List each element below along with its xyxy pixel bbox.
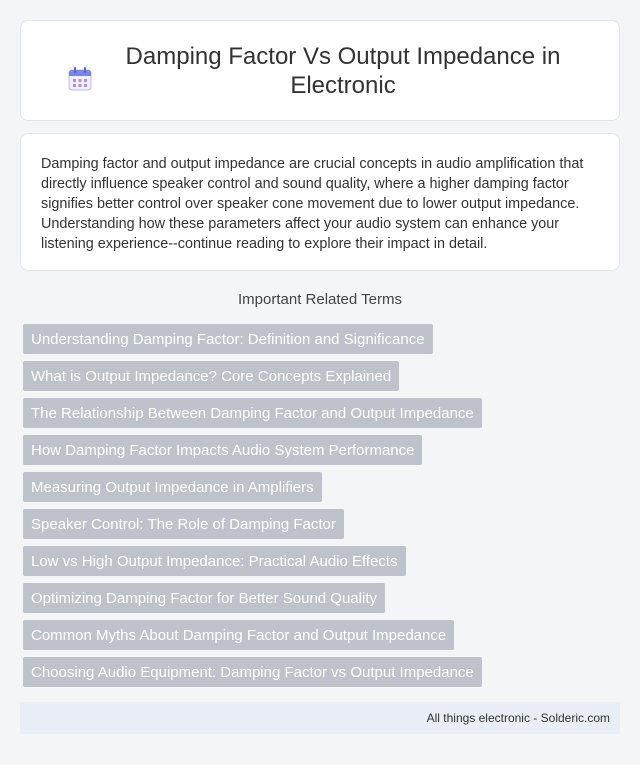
- related-term-link[interactable]: Optimizing Damping Factor for Better Sound Quality: [23, 583, 385, 613]
- related-term-link[interactable]: The Relationship Between Damping Factor and Output Impedance: [23, 398, 482, 428]
- footer: [20, 702, 620, 734]
- footer-credit: All things electronic - Solderic.com: [426, 711, 610, 725]
- page-title: Damping Factor Vs Output Impedance in Electronic: [125, 42, 561, 99]
- related-term-link[interactable]: Understanding Damping Factor: Definition and Significance: [23, 324, 433, 354]
- related-term-link[interactable]: What is Output Impedance? Core Concepts Explained: [23, 361, 399, 391]
- related-term-link[interactable]: Speaker Control: The Role of Damping Factor: [23, 509, 344, 539]
- related-terms-list: [23, 324, 623, 694]
- title-wrap: [60, 42, 580, 100]
- related-term-link[interactable]: Measuring Output Impedance in Amplifiers: [23, 472, 322, 502]
- related-terms-heading: Important Related Terms: [238, 291, 402, 308]
- intro-card: [20, 133, 620, 271]
- related-term-link[interactable]: Common Myths About Damping Factor and Output Impedance: [23, 620, 454, 650]
- title-card: [20, 20, 620, 121]
- calendar-icon: [67, 66, 93, 92]
- intro-paragraph: Damping factor and output impedance are crucial concepts in audio amplification that directly influence speaker control and sound quality, where a higher damping factor signifies better control over speaker cone movement due to lower output impedance. Understanding how these parameters affect your audio system can enhance your listening experience--continue reading to explore their impact in detail.: [41, 156, 584, 252]
- related-term-link[interactable]: How Damping Factor Impacts Audio System Performance: [23, 435, 422, 465]
- related-term-link[interactable]: Choosing Audio Equipment: Damping Factor vs Output Impedance: [23, 657, 482, 687]
- related-term-link[interactable]: Low vs High Output Impedance: Practical Audio Effects: [23, 546, 406, 576]
